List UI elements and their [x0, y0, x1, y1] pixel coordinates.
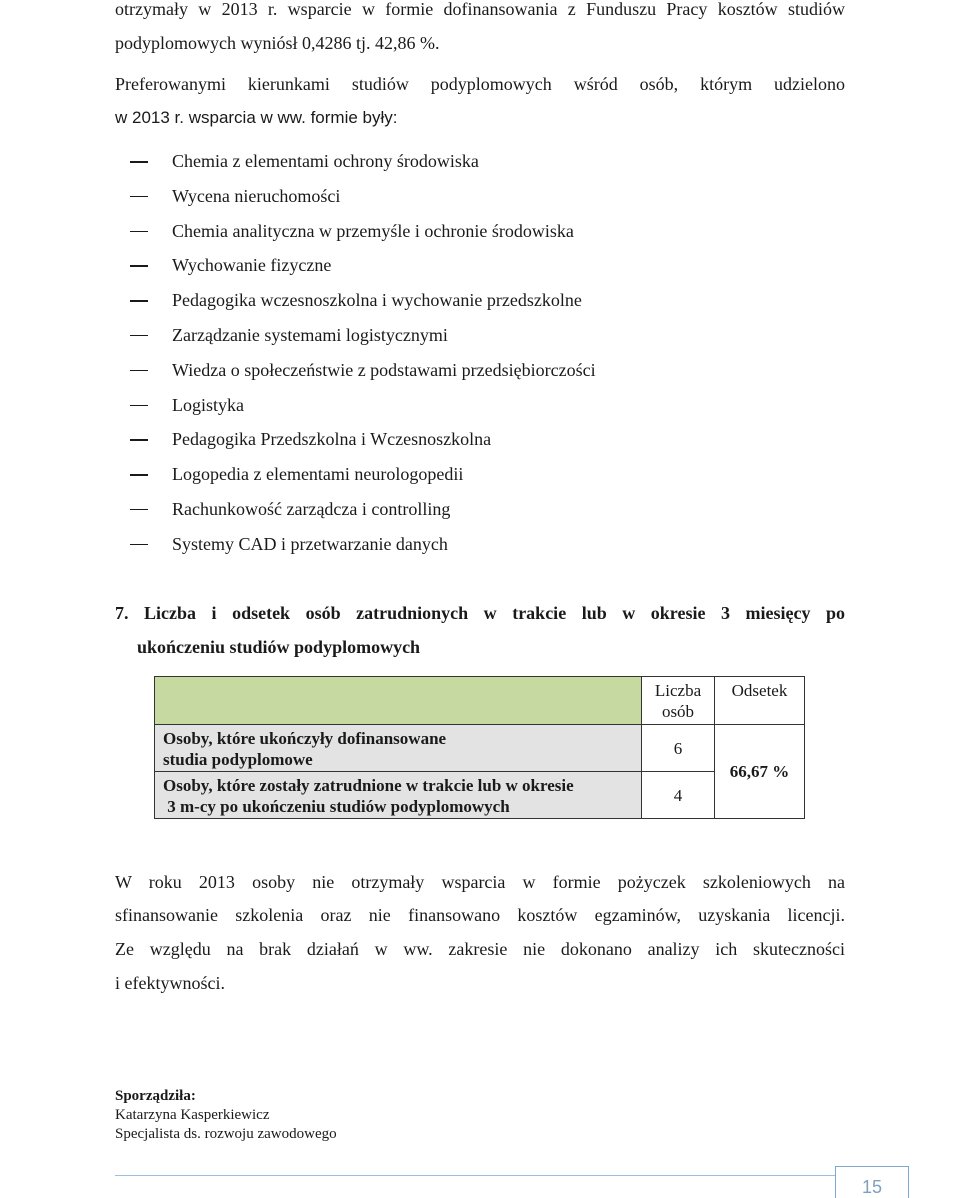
dash-bullet-icon	[130, 335, 148, 337]
section-heading-line-2: ukończeniu studiów podyplomowych	[137, 637, 421, 657]
dash-bullet-icon	[130, 161, 148, 163]
table-row-1-label	[154, 724, 642, 772]
list-item: Wychowanie fizyczne	[130, 248, 596, 283]
list-item: Chemia analityczna w przemyśle i ochronie środowiska	[130, 214, 596, 249]
footer-divider	[115, 1175, 835, 1176]
table-row-1-count: 6	[641, 724, 715, 772]
signature-role: Specjalista ds. rozwoju zawodowego	[115, 1126, 337, 1142]
closing-paragraph-line-3: Ze względu na brak działań w ww. zakresie nie dokonano analizy ich skuteczności	[115, 939, 845, 959]
dash-bullet-icon	[130, 405, 148, 407]
list-item: Logistyka	[130, 388, 596, 423]
list-item: Pedagogika wczesnoszkolna i wychowanie przedszkolne	[130, 283, 596, 318]
closing-paragraph-line-1: W roku 2013 osoby nie otrzymały wsparcia w formie pożyczek szkoleniowych na	[115, 872, 845, 892]
preferred-paragraph-line-2: w 2013 r. wsparcia w ww. formie były:	[115, 108, 398, 127]
dash-bullet-icon	[130, 265, 148, 267]
row-2-label-line-2: 3 m-cy po ukończeniu studiów podyplomowych	[163, 797, 510, 816]
row-1-label-line-2: studia podyplomowe	[163, 750, 313, 769]
closing-paragraph-line-4: i efektywności.	[115, 973, 225, 993]
count-header-line-2: osób	[661, 702, 695, 721]
table-header-blank-cell	[154, 676, 642, 725]
row-2-label-line-1: Osoby, które zostały zatrudnione w trakcie lub w okresie	[163, 776, 574, 795]
table-header-count-cell	[641, 676, 715, 725]
list-item: Wiedza o społeczeństwie z podstawami przedsiębiorczości	[130, 353, 596, 388]
dash-bullet-icon	[130, 300, 148, 302]
table-row-2-count: 4	[641, 771, 715, 819]
count-header-line-1: Liczba	[654, 681, 702, 700]
list-item: Wycena nieruchomości	[130, 179, 596, 214]
study-directions-list	[130, 144, 596, 562]
section-heading-line-1: 7. Liczba i odsetek osób zatrudnionych w trakcie lub w okresie 3 miesięcy po	[115, 603, 845, 623]
table-header-percent-cell: Odsetek	[714, 676, 805, 725]
list-item: Systemy CAD i przetwarzanie danych	[130, 527, 596, 562]
list-item: Pedagogika Przedszkolna i Wczesnoszkolna	[130, 422, 596, 457]
dash-bullet-icon	[130, 544, 148, 546]
dash-bullet-icon	[130, 439, 148, 441]
dash-bullet-icon	[130, 370, 148, 372]
intro-paragraph-line-2: podyplomowych wyniósł 0,4286 tj. 42,86 %.	[115, 33, 440, 53]
list-item: Logopedia z elementami neurologopedii	[130, 457, 596, 492]
dash-bullet-icon	[130, 196, 148, 198]
row-1-label-line-1: Osoby, które ukończyły dofinansowane	[163, 729, 447, 748]
employment-table	[154, 676, 805, 819]
intro-paragraph-line-1: otrzymały w 2013 r. wsparcie w formie dofinansowania z Funduszu Pracy kosztów studiów	[115, 0, 845, 19]
dash-bullet-icon	[130, 474, 148, 476]
table-percent-value: 66,67 %	[714, 724, 805, 819]
list-item: Rachunkowość zarządcza i controlling	[130, 492, 596, 527]
table-row-2-label	[154, 771, 642, 819]
page-number-box	[835, 1166, 909, 1198]
list-item: Zarządzanie systemami logistycznymi	[130, 318, 596, 353]
dash-bullet-icon	[130, 509, 148, 511]
closing-paragraph-line-2: sfinansowanie szkolenia oraz nie finansowano kosztów egzaminów, uzyskania licencji.	[115, 905, 845, 925]
dash-bullet-icon	[130, 231, 148, 233]
page-number: 15	[861, 1177, 883, 1197]
preferred-paragraph-line-1: Preferowanymi kierunkami studiów podyplomowych wśród osób, którym udzielono	[115, 74, 845, 94]
list-item: Chemia z elementami ochrony środowiska	[130, 144, 596, 179]
signature-label: Sporządziła:	[115, 1088, 196, 1104]
signature-name: Katarzyna Kasperkiewicz	[115, 1107, 270, 1123]
